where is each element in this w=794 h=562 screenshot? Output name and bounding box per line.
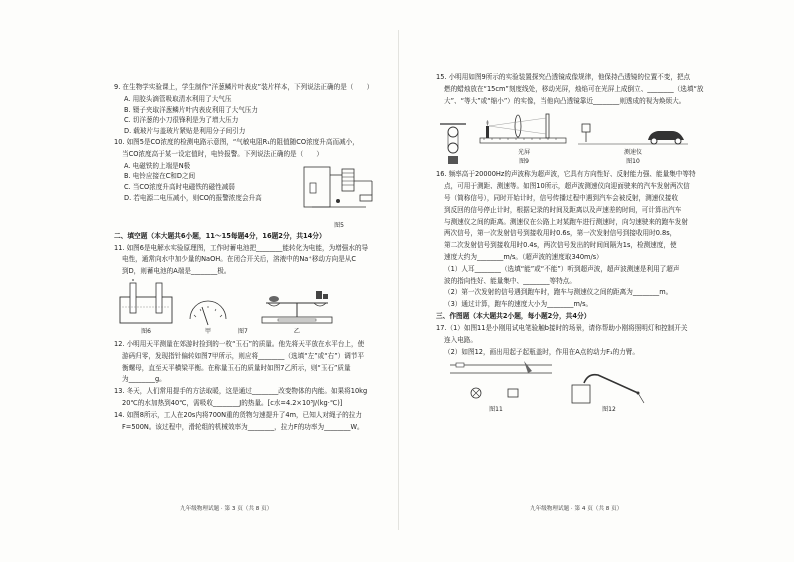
figure-7-caption: 图7 [238, 327, 248, 335]
question-9-option-d: D. 载玻片与盖玻片紧贴是利用分子间引力 [124, 127, 246, 136]
question-10-option-c: C. 当CO浓度升高时电磁铁的磁性减弱 [124, 183, 235, 192]
figure-5 [298, 161, 380, 230]
electrolysis-apparatus [114, 279, 178, 327]
question-14 [114, 410, 380, 433]
figure-11 [436, 359, 556, 414]
question-14-line-1: 14. 如图8所示，工人在20s内将700N重的货物匀速提升了4m，已知人对绳子的拉力 [114, 410, 362, 419]
question-17-line-1: 17.（1）如图11是小刚用试电笔验触b接时的场景，请你帮助小刚将照明灯和控制开关 [436, 323, 688, 332]
figure-10 [578, 110, 688, 166]
question-16-line-7: 第二次发射信号到接收用时0.4s，两次信号发出的时间间隔为1s，检测速度，使 [444, 241, 677, 250]
question-16-line-4: 到反回的信号停止计时，根据记录的时间及距离以及声速差的时间，可计算出汽车 [444, 205, 682, 214]
question-17-part-2: （2）如图12，画出用起子起瓶盖时，作用在A点的动力F₁的力臂。 [444, 347, 639, 356]
question-15-line-1: 15. 小明用如图9所示的实验装置探究凸透镜成像规律，他保持凸透镜的位置不变，把点 [436, 73, 691, 81]
question-9-option-b: B. 镊子夹取洋葱鳞片叶内表皮利用了大气压力 [124, 105, 258, 114]
question-12-line-1: 12. 小明用天平测量在郊游时捡到的一枚“玉石”的质量。他先将天平放在水平台上，使 [114, 339, 365, 348]
question-13 [114, 386, 380, 409]
section-2-heading: 二、填空题（本大题共6小题，11～15每题4分，16题2分，共14分） [114, 231, 326, 240]
figures-11-12 [436, 359, 774, 414]
question-16-line-2: 点，可用于测距、测速等。如图10所示，超声波测速仪向迎面驶来的汽车发射两次信 [444, 182, 690, 191]
question-10-option-d: D. 若电源二电压减小，则CO的报警浓度会升高 [124, 193, 262, 202]
figure-9-caption: 图9 [519, 158, 529, 166]
question-9-option-a: A. 用胶头滴管吸取清水利用了大气压 [124, 94, 232, 103]
question-10-option-b: B. 电铃应接在C和D之间 [124, 172, 196, 181]
question-16-sub-1b: 波的指向性好、能量集中、________等特点。 [444, 276, 576, 285]
question-11 [114, 243, 380, 277]
question-10 [114, 137, 380, 230]
figures-9-10 [436, 108, 774, 166]
section-3-heading: 三、作图题（本大题共2小题，每小题2分，共4分） [436, 311, 591, 320]
question-16-line-8: 速度大约为________m/s。（超声波的速度取340m/s） [444, 252, 603, 261]
question-17 [436, 323, 774, 357]
speed-detector-scene [578, 110, 688, 148]
figure-7-b [256, 281, 338, 336]
question-9-stem: 9. 在生物学实验课上，学生制作“洋葱鳞片叶表皮”装片样本，下列说法正确的是（ ） [114, 83, 374, 91]
figure-7-label-a: 甲 [204, 327, 211, 335]
question-16-line-3: 号（简称信号），同时开始计时，信号传播过程中遇到汽车会被反射，测速仪接收 [444, 193, 679, 202]
figure-10-label: 测速仪 [623, 149, 642, 157]
house-wiring-diagram [436, 359, 556, 405]
pulley-system [436, 122, 470, 166]
question-16 [436, 169, 774, 310]
question-12-line-4: 为________g。 [122, 375, 166, 384]
balance-pointer-scale [186, 297, 230, 327]
figure-9-label: 光屏 [517, 149, 530, 157]
question-11-line-1: 11. 如图6是电解水实验原理图，工作时蓄电池把________能转化为电能，为增强水的导 [114, 243, 369, 252]
figure-10-caption: 图10 [626, 158, 640, 166]
figure-6-caption: 图6 [141, 327, 151, 335]
question-10-stem: 10. 如图5是CO浓度的检测电路示意图，“气敏电阻R₁的阻值随CO浓度升高而减小， [114, 137, 359, 146]
question-16-line-1: 16. 频率高于20000Hz的声波称为超声波，它具有方向性好、反射能力强、能量集中等特 [436, 170, 696, 179]
question-14-line-2: F=500N。该过程中，滑轮组的机械效率为________，拉力F的功率为________W。 [122, 422, 364, 431]
question-16-line-6: 两次信号，第一次发射信号到接收用时0.6s，第一次发射信号到接收用时0.8s， [444, 229, 677, 238]
circuit-diagram [298, 161, 380, 221]
figure-12-caption: 图12 [602, 406, 616, 414]
question-16-sub-1: （1）人耳________（选填“能”或“不能”）听到超声波，超声波测速是利用了超声 [444, 264, 680, 273]
balance-scale [256, 281, 338, 327]
figure-6 [114, 279, 178, 336]
question-15-line-2: 燃的蜡烛放在“15cm”刻度线处，移动光屏，烛焰可在光屏上成倒立、________（选填“放 [444, 84, 704, 93]
bottle-opener-diagram [564, 359, 654, 405]
question-12 [114, 339, 380, 385]
question-13-line-1: 13. 冬天，人们常用提手的方法取暖，这是通过________改变物体的内能。如果将10kg [114, 387, 368, 396]
question-15 [436, 72, 774, 106]
question-11-line-3: 到D，则蓄电池的A端是________极。 [122, 267, 231, 276]
figure-8 [436, 122, 470, 166]
figure-5-caption: 图5 [334, 221, 344, 229]
figures-6-7 [114, 279, 380, 336]
question-13-line-2: 20℃的水加热到40℃，需吸收________J的热量。[c水=4.2×10³J/(kg·℃)] [122, 398, 343, 407]
question-16-line-5: 与测速仪之间的距离。测速仪在公路上对某跑车进行测速时，向匀速驶来的跑车发射 [444, 217, 688, 226]
question-9 [114, 82, 380, 137]
figure-11-caption: 图11 [489, 406, 503, 414]
question-10-option-a: A. 电磁铁的上端是N极 [124, 161, 191, 170]
figure-7-label-b: 乙 [293, 327, 300, 335]
question-9-option-c: C. 切洋葱的小刀很锋利是为了增大压力 [124, 116, 239, 125]
question-11-line-2: 电性，通常向水中加少量的NaOH。在闭合开关后，溶液中的Na⁺移动方向是从C [122, 255, 356, 264]
question-12-line-3: 衡螺母，直至天平横梁平衡。在称量玉石的质量时如图7乙所示，则“玉石”质量 [122, 363, 351, 372]
lens-bench [478, 108, 570, 148]
question-16-sub-3: （3）通过计算，跑车的速度大小为________m/s。 [444, 300, 593, 309]
left-page-footer: 九年级物理试题 · 第 3 页（共 8 页） [180, 506, 273, 512]
figure-7-a [186, 297, 230, 336]
right-page [400, 0, 794, 562]
figure-12 [564, 359, 654, 414]
question-16-sub-2: （2）第一次发射的信号遇到跑车时，跑车与测速仪之间的距离为________m。 [444, 288, 673, 297]
right-page-footer: 九年级物理试题 · 第 4 页（共 8 页） [530, 506, 623, 512]
question-17-line-2: 连入电路。 [444, 335, 477, 344]
question-12-line-2: 游码归零，发现指针偏转如图7甲所示，则应将________（选填“左”或“右”）调节平 [122, 351, 365, 360]
figure-7-center [238, 327, 248, 336]
question-15-line-3: 大”、“等大”或“缩小”）的实像，当他向凸透镜靠近________则透成的视为焕烦大。 [444, 96, 686, 105]
figure-9 [478, 108, 570, 166]
question-10-stem-2: 当CO浓度高于某一设定值时，电铃报警。下列说法正确的是（ ） [122, 149, 324, 158]
